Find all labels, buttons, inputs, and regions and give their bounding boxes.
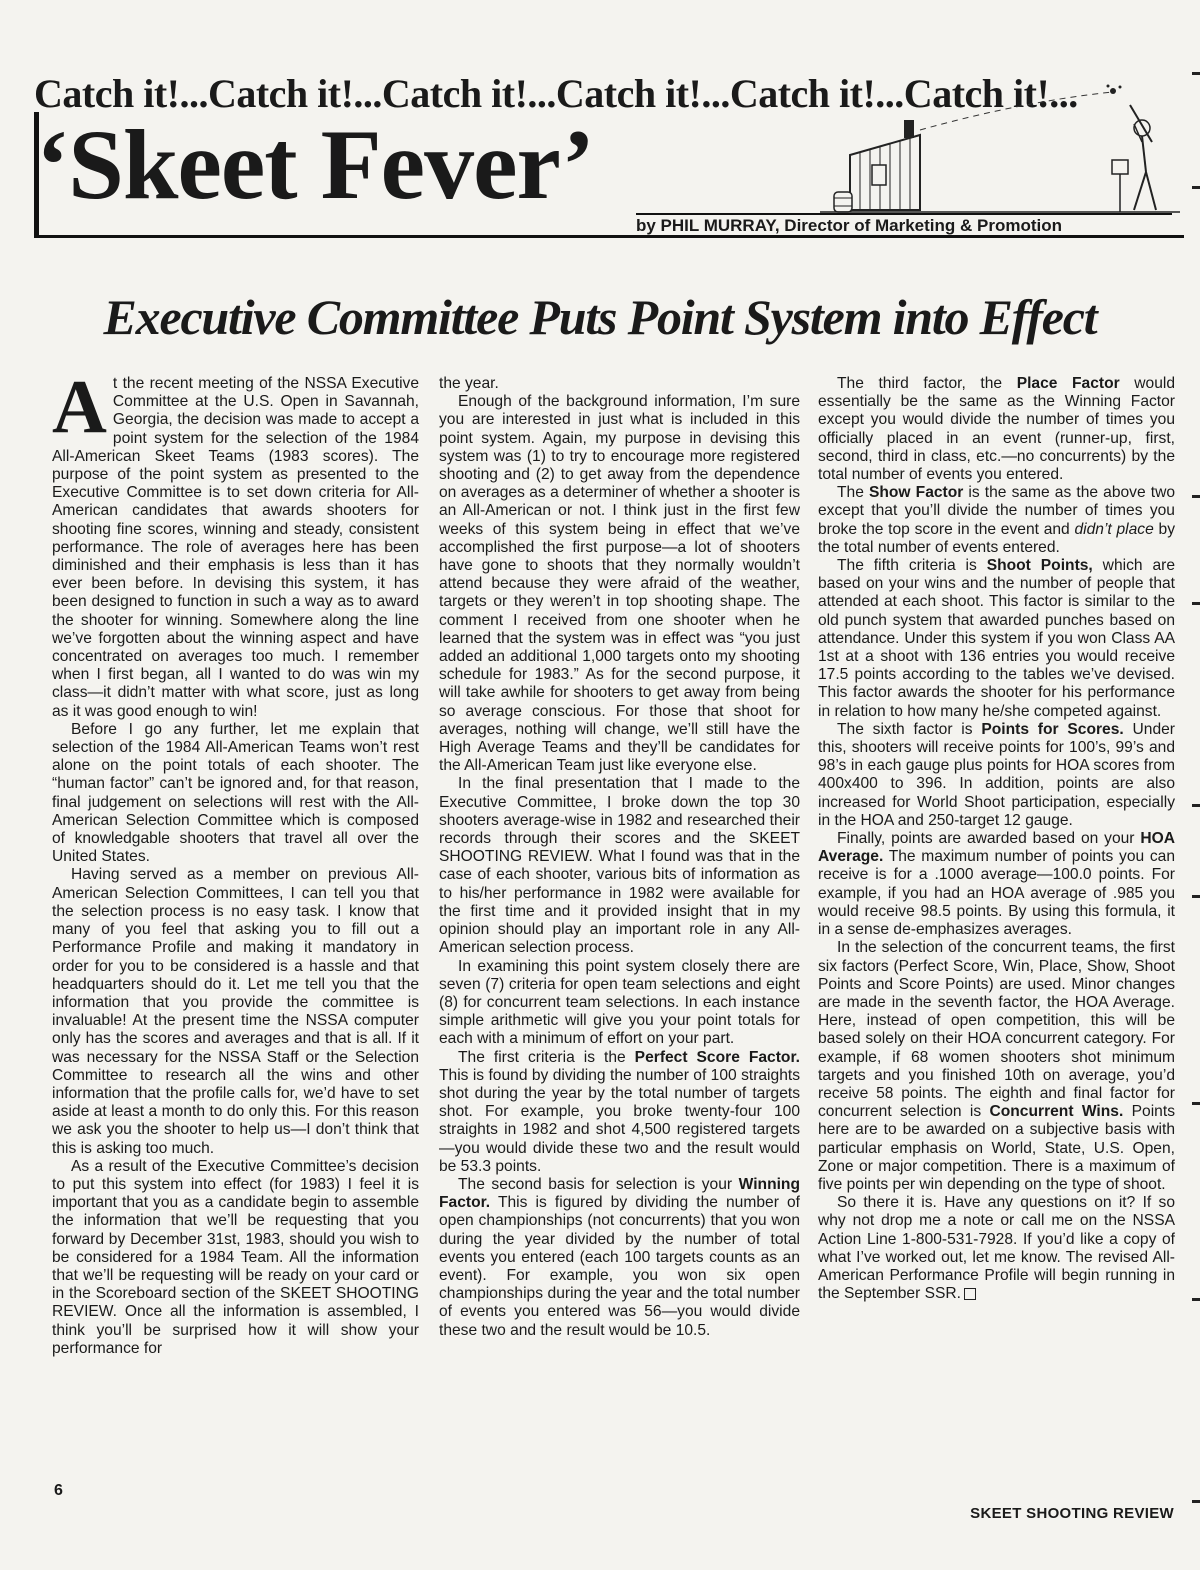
paragraph-text: is the same as the above two except that you’ll divide the number of times you broke the top score in the event and	[818, 484, 1175, 538]
paragraph-text: The second basis for selection is your	[458, 1175, 739, 1193]
page-number: 6	[54, 1482, 63, 1499]
paragraph: In the final presentation that I made to the Executive Committee, I broke down the top 30 shooters average-wise in 1982 and researched their records through their scores and the SKEET SHOOTING REVIEW. What I found was that in the case of each shooter, various bits of information as to his/her performance in 1982 were available for the first time and it provided insight that in my opinion should play an important role in any All-American selection process.	[439, 775, 800, 957]
paragraph	[818, 939, 1175, 1194]
paragraph	[818, 375, 1175, 484]
emphasis-didnt-place: didn’t place	[1074, 520, 1154, 538]
edge-mark	[1192, 186, 1200, 189]
paragraph: Having served as a member on previous All-American Selection Committees, I can tell you that the selection process is no easy task. I know that many of you feel that asking you to fill out a Performance Profile and making it mandatory in order for you to be considered is a hassle and that headquarters should do it. Let me tell you that the information that you provide the committee is invaluable! At the present time the NSSA computer only has the scores and averages and that is all. If it was necessary for the NSSA Staff or the Selection Committee to research all the wins and other information that the profile calls for, we’d have to set aside at least a month to do only this. For this reason we ask you the shooter to help us—I don’t think that this is asking too much.	[52, 866, 419, 1157]
paragraph-text: In the selection of the concurrent teams, the first six factors (Perfect Score, Win, Place, Show, Shoot Points and Score Points) are used. Minor changes are made in the seventh factor, the HOA Average. Here, instead of open competition, this will be based solely on their HOA concurrent category. For example, if 68 women shooters shot minimum targets and you finished 10th on average, you’d receive 58 points. The eighth and final factor for concurrent selection is	[818, 939, 1175, 1121]
drop-cap: A	[52, 365, 107, 449]
edge-mark	[1192, 72, 1200, 75]
paragraph: In examining this point system closely there are seven (7) criteria for open team selections and eight (8) for concurrent team selections. In each instance simple arithmetic will give you your point totals for each with a minimum of effort on your part.	[439, 957, 800, 1048]
paragraph	[818, 721, 1175, 830]
paragraph-text: The first criteria is the	[458, 1048, 635, 1066]
paragraph-text: t the recent meeting of the NSSA Executive Committee at the U.S. Open in Savannah, Georgia, the decision was made to accept a point system for the selection of the 1984 All-American Skeet Teams (1983 scores). The purpose of the point system as presented to the Executive Committee is to set down criteria for All-American candidates that awards shooters for shooting fine scores, winning and steady, consistent performance. The role of averages here has been diminished and their emphasis is less than it has ever been before. In devising this system, it has been designed to function in such a way as to award the shooter for winning. Somewhere along the line we’ve forgotten about the winning aspect and have concentrated on averages too much. I remember when I first began, all I wanted to do was win my class—it didn’t matter with what score, just as long as it was good enough to win!	[52, 375, 419, 720]
edge-mark	[1192, 895, 1200, 898]
paragraph-text: This is found by dividing the number of 100 straights shot during the year by the total number of targets shot. For example, you broke twenty-four 100 straights in 1982 and shot 4,500 registered targets—you would divide these two and the result would be 53.3 points.	[439, 1066, 800, 1175]
paragraph-text: Under this, shooters will receive points for 100’s, 99’s and 98’s in each gauge plus points for HOA scores from 400x400 to 396. In addition, points are also increased for World Shoot participation, especially in the HOA and 250-target 12 gauge.	[818, 720, 1175, 829]
paragraph-text: The fifth criteria is	[837, 557, 987, 575]
paragraph-text: So there it is. Have any questions on it? If so why not drop me a note or call me on the NSSA Action Line 1-800-531-7928. If you’d like a copy of what I’ve worked out, let me know. The revised All-American Performance Profile will begin running in the September SSR.	[818, 1194, 1175, 1303]
article-series-title: ‘Skeet Fever’	[36, 109, 594, 220]
paragraph-text: which are based on your wins and the number of people that attended at each shoot. This factor is similar to the old punch system that awarded punches based on attendance. Under this system if you won Class AA 1st at a shoot with 136 entries you would receive 17.5 points according to the tables we’ve devised. This factor awards the shooter for his performance in relation to how many he/she competed against.	[818, 557, 1175, 720]
catch-line: Catch it!...Catch it!...Catch it!...Catch it!...Catch it!...Catch it!...	[34, 71, 1078, 116]
term-hoa-average: HOA Average.	[818, 830, 1175, 866]
paragraph	[818, 557, 1175, 721]
term-winning-factor: Winning Factor.	[439, 1175, 800, 1212]
edge-mark	[1192, 804, 1200, 807]
edge-mark	[1192, 602, 1200, 605]
column-3	[818, 375, 1175, 1303]
edge-mark	[1192, 1298, 1200, 1301]
paragraph	[818, 484, 1175, 557]
column-2	[439, 375, 800, 1340]
paragraph-text: The maximum number of points you can receive is for a .1000 average—100.0 points. For example, if you had an HOA average of .985 you would receive 98.5 points. By using this formula, it in a sense de-emphasizes averages.	[818, 848, 1175, 939]
byline: by PHIL MURRAY, Director of Marketing & Promotion	[636, 213, 1172, 237]
end-mark-icon	[964, 1288, 976, 1300]
edge-mark	[1192, 1102, 1200, 1105]
paragraph	[439, 1176, 800, 1340]
term-show-factor: Show Factor	[868, 484, 964, 502]
edge-mark	[1192, 1500, 1200, 1503]
paragraph: Enough of the background information, I’m sure you are interested in just what is included in this point system. Again, my purpose in devising this system was (1) to try to encourage more registered shooting and (2) to get away from the dependence on averages as a determiner of whether a shooter is an All-American or not. I think just in the first few weeks of this system being in effect that we’ve accomplished the first purpose—a lot of shooters have gone to shoots that they normally wouldn’t attend because they were afraid of the weather, targets or they weren’t in top shooting shape. The comment I received from one shooter when he learned that the system was in effect was “you just added an additional 1,000 targets onto my shooting schedule for 1983.” As for the second purpose, it will take awhile for shooters to get away from being so average conscious. For those that shoot for averages, nothing will change, we’ll still have the High Average Teams and they’ll be candidates for the All-American Team just like everyone else.	[439, 393, 800, 775]
column-1	[52, 365, 419, 1358]
paragraph-text: The	[837, 484, 869, 502]
paragraph	[818, 1194, 1175, 1303]
term-place-factor: Place Factor	[1016, 375, 1120, 392]
term-concurrent-wins: Concurrent Wins.	[989, 1103, 1124, 1121]
edge-mark	[1192, 495, 1200, 498]
paragraph-text: by the total number of events entered.	[818, 520, 1175, 556]
headline: Executive Committee Puts Point System into Effect	[103, 289, 1097, 345]
paragraph-text: The third factor, the	[837, 375, 1017, 392]
paragraph	[52, 365, 419, 721]
paragraph	[818, 830, 1175, 939]
paragraph-text: This is figured by dividing the number of open championships (not concurrents) that you won during the year divided by the number of total events you entered (each 100 targets counts as an event). For example, you won six open championships during the year and the total number of events you entered was 56—you would divide these two and the result would be 10.5.	[439, 1194, 800, 1339]
paragraph-text: Points here are to be awarded on a subjective basis with particular emphasis on World, State, U.S. Open, Zone or major competition. There is a maximum of five points per win depending on the type of shoot.	[818, 1103, 1175, 1193]
paragraph: the year.	[439, 375, 499, 392]
paragraph	[439, 1049, 800, 1176]
term-shoot-points: Shoot Points,	[986, 557, 1093, 575]
term-points-for-scores: Points for Scores.	[981, 720, 1124, 738]
paragraph: Before I go any further, let me explain that selection of the 1984 All-American Teams won’t rest alone on the point totals of each shooter. The “human factor” can’t be ignored and, for that reason, final judgement on selections will rest with the All-American Selection Committee which is composed of knowledgable shooters that travel all over the United States.	[52, 720, 419, 866]
publication-name: SKEET SHOOTING REVIEW	[970, 1505, 1174, 1522]
paragraph-text: would essentially be the same as the Winning Factor except you would divide the number of times you officially placed in an event (runner-up, first, second, third in class, etc.—no concurrents) by the total number of events you entered.	[818, 375, 1176, 484]
paragraph: As a result of the Executive Committee’s decision to put this system into effect (for 1983) I feel it is important that you as a candidate begin to assemble the information that we’ll be requesting that you forward by December 31st, 1983, should you wish to be considered for a 1984 Team. All the information that we’ll be requesting will be ready on your card or in the Scoreboard section of the SKEET SHOOTING REVIEW. Once all the information is assembled, I think you’ll be surprised how it will show your performance for	[52, 1157, 419, 1357]
paragraph-text: The sixth factor is	[837, 720, 982, 738]
term-perfect-score-factor: Perfect Score Factor.	[634, 1048, 800, 1066]
paragraph-text: Finally, points are awarded based on your	[837, 830, 1141, 848]
